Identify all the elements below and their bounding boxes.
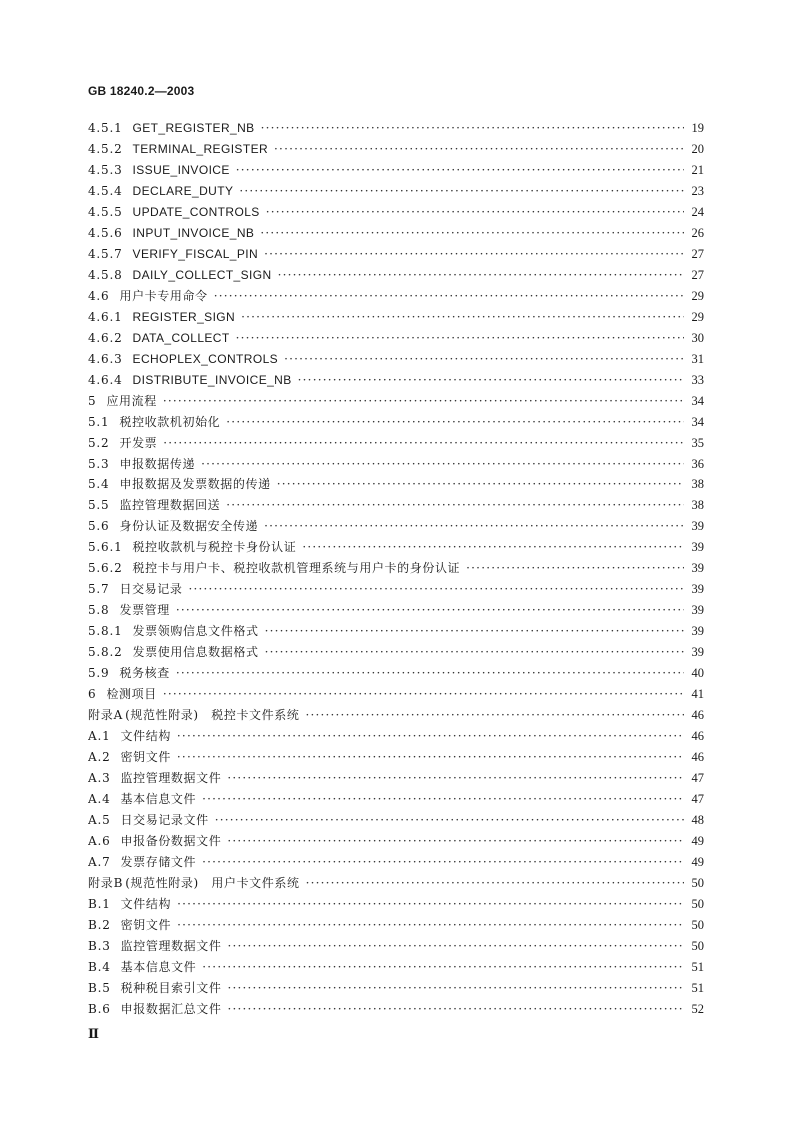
toc-entry[interactable] xyxy=(88,391,704,412)
dot-leader xyxy=(227,978,684,999)
toc-entry[interactable] xyxy=(88,244,704,265)
dot-leader xyxy=(306,873,684,894)
toc-entry-title: (规范性附录) 用户卡文件系统 xyxy=(125,875,300,890)
dot-leader xyxy=(201,454,684,475)
toc-entry-number: 5.4 xyxy=(88,477,110,492)
toc-entry-page: 29 xyxy=(691,309,704,324)
toc-entry-number: 5.5 xyxy=(88,498,110,513)
toc-entry-title: 基本信息文件 xyxy=(120,792,197,806)
toc-entry-number: 4.5.1 xyxy=(88,121,123,135)
toc-entry-title: 申报数据传递 xyxy=(119,456,196,471)
toc-entry-title: TERMINAL_REGISTER xyxy=(132,141,269,156)
toc-entry[interactable] xyxy=(88,621,704,642)
toc-entry[interactable] xyxy=(88,663,704,684)
toc-entry-page: 24 xyxy=(691,204,704,219)
toc-entry-number: 5.1 xyxy=(88,414,110,429)
toc-entry[interactable] xyxy=(88,768,704,789)
toc-entry-number: 5.2 xyxy=(88,435,110,450)
toc-entry-page: 40 xyxy=(691,666,704,681)
toc-entry-title: 文件结构 xyxy=(120,729,171,744)
toc-entry-title: ISSUE_INVOICE xyxy=(132,162,230,177)
toc-entry-title: 申报数据及发票数据的传递 xyxy=(119,477,271,492)
toc-entry-page: 51 xyxy=(691,959,704,974)
toc-entry-number: 5 xyxy=(88,393,97,408)
toc-entry[interactable] xyxy=(88,412,704,433)
dot-leader xyxy=(163,433,684,454)
toc-entry-number: 6 xyxy=(88,687,97,702)
dot-leader xyxy=(284,349,684,370)
toc-entry-page: 34 xyxy=(691,414,704,429)
dot-leader xyxy=(227,768,684,789)
toc-entry-page: 50 xyxy=(691,917,704,932)
toc-entry[interactable] xyxy=(88,747,704,768)
toc-entry-page: 33 xyxy=(691,372,704,387)
toc-entry[interactable] xyxy=(88,726,704,747)
dot-leader xyxy=(265,642,684,663)
dot-leader xyxy=(177,894,684,915)
toc-entry-title: 密钥文件 xyxy=(120,917,172,932)
toc-entry[interactable] xyxy=(88,537,704,558)
toc-entry-title: 税控收款机初始化 xyxy=(119,414,221,429)
toc-entry-page: 46 xyxy=(691,750,704,765)
toc-entry-title: DAILY_COLLECT_SIGN xyxy=(132,267,272,282)
toc-entry[interactable] xyxy=(88,873,704,894)
toc-entry[interactable] xyxy=(88,118,704,139)
toc-entry-page: 41 xyxy=(691,687,704,702)
dot-leader xyxy=(214,286,684,307)
dot-leader xyxy=(177,747,684,768)
dot-leader xyxy=(177,726,684,747)
toc-entry-page: 39 xyxy=(691,561,704,576)
dot-leader xyxy=(202,957,684,978)
toc-entry-page: 49 xyxy=(691,833,704,848)
toc-entry-title: INPUT_INVOICE_NB xyxy=(132,225,255,240)
toc-entry-title: 检测项目 xyxy=(106,687,157,702)
toc-entry-title: 基本信息文件 xyxy=(120,959,197,974)
toc-entry-title: 发票存储文件 xyxy=(120,854,197,869)
dot-leader xyxy=(236,160,684,181)
toc-entry-page: 30 xyxy=(691,330,704,345)
toc-entry-title: 申报数据汇总文件 xyxy=(120,1001,222,1016)
toc-entry-number: 5.6.2 xyxy=(88,561,123,576)
dot-leader xyxy=(277,474,684,495)
toc-entry[interactable] xyxy=(88,642,704,663)
toc-entry[interactable] xyxy=(88,705,704,726)
toc-entry-title: 发票使用信息数据格式 xyxy=(132,645,259,660)
toc-entry-page: 38 xyxy=(691,477,704,492)
toc-entry-page: 39 xyxy=(691,519,704,534)
toc-entry[interactable] xyxy=(88,852,704,873)
toc-entry-title: 申报备份数据文件 xyxy=(120,833,222,848)
toc-entry-page: 21 xyxy=(691,162,704,177)
toc-entry-title: DISTRIBUTE_INVOICE_NB xyxy=(132,372,292,387)
toc-entry[interactable] xyxy=(88,474,704,495)
table-of-contents xyxy=(88,118,704,1020)
toc-entry-title: VERIFY_FISCAL_PIN xyxy=(132,246,259,261)
toc-entry-title: (规范性附录) 税控卡文件系统 xyxy=(125,708,300,723)
dot-leader xyxy=(202,789,684,810)
toc-entry-number: A.4 xyxy=(88,792,111,806)
toc-entry-number: 5.6 xyxy=(88,519,110,534)
toc-entry-number: 4.6.3 xyxy=(88,351,123,366)
toc-entry-page: 50 xyxy=(691,896,704,911)
toc-entry-page: 39 xyxy=(691,582,704,597)
toc-entry-page: 47 xyxy=(691,792,704,806)
toc-entry[interactable] xyxy=(88,181,704,202)
toc-entry-number: B.2 xyxy=(88,917,111,932)
toc-entry-page: 31 xyxy=(691,351,704,366)
toc-entry-title: 日交易记录文件 xyxy=(120,812,209,827)
toc-entry-number: A.3 xyxy=(88,771,111,786)
toc-entry-number: B.4 xyxy=(88,959,111,974)
dot-leader xyxy=(466,558,684,579)
toc-entry-title: 密钥文件 xyxy=(120,750,171,765)
toc-entry[interactable] xyxy=(88,223,704,244)
toc-entry[interactable] xyxy=(88,307,704,328)
toc-entry[interactable] xyxy=(88,789,704,810)
toc-entry-number: 4.5.2 xyxy=(88,141,123,156)
toc-entry-number: 4.5.7 xyxy=(88,246,123,261)
toc-entry[interactable] xyxy=(88,978,704,999)
toc-entry-page: 39 xyxy=(691,540,704,555)
dot-leader xyxy=(189,579,685,600)
toc-entry-title: ECHOPLEX_CONTROLS xyxy=(132,351,279,366)
toc-entry-page: 46 xyxy=(691,708,704,723)
dot-leader xyxy=(305,705,684,726)
toc-entry-page: 20 xyxy=(691,141,704,156)
toc-entry[interactable] xyxy=(88,328,704,349)
toc-entry[interactable] xyxy=(88,370,704,391)
toc-entry-page: 23 xyxy=(691,183,704,198)
toc-entry-page: 39 xyxy=(691,603,704,618)
dot-leader xyxy=(266,202,684,223)
toc-entry-title: GET_REGISTER_NB xyxy=(132,121,255,135)
toc-entry-page: 29 xyxy=(691,288,704,303)
toc-entry-title: 日交易记录 xyxy=(119,582,183,597)
dot-leader xyxy=(163,684,684,705)
toc-entry-number: 4.5.5 xyxy=(88,204,123,219)
toc-entry[interactable] xyxy=(88,454,704,475)
dot-leader xyxy=(227,831,684,852)
toc-entry[interactable] xyxy=(88,202,704,223)
dot-leader xyxy=(226,412,684,433)
toc-entry-number: 5.9 xyxy=(88,666,110,681)
toc-entry-page: 39 xyxy=(691,645,704,660)
dot-leader xyxy=(177,915,684,936)
dot-leader xyxy=(176,600,684,621)
toc-entry-number: 附录B xyxy=(88,875,124,890)
toc-entry[interactable] xyxy=(88,810,704,831)
toc-entry-number: 4.5.3 xyxy=(88,162,123,177)
toc-entry-page: 50 xyxy=(691,875,704,890)
toc-entry-number: A.5 xyxy=(88,812,111,827)
toc-entry-number: 5.8.2 xyxy=(88,645,123,660)
toc-entry-title: 开发票 xyxy=(119,435,158,450)
dot-leader xyxy=(236,328,684,349)
dot-leader xyxy=(265,621,684,642)
dot-leader xyxy=(215,810,684,831)
toc-entry[interactable] xyxy=(88,433,704,454)
toc-entry-page: 27 xyxy=(691,267,704,282)
dot-leader xyxy=(274,139,684,160)
toc-entry-title: 文件结构 xyxy=(120,896,172,911)
toc-entry[interactable] xyxy=(88,516,704,537)
toc-entry-title: 监控管理数据文件 xyxy=(120,938,222,953)
toc-entry-number: 5.8.1 xyxy=(88,624,123,639)
toc-entry[interactable] xyxy=(88,831,704,852)
toc-entry-page: 38 xyxy=(691,498,704,513)
dot-leader xyxy=(264,244,684,265)
toc-entry[interactable] xyxy=(88,265,704,286)
toc-entry-number: A.7 xyxy=(88,854,111,869)
toc-entry-title: 应用流程 xyxy=(106,393,157,408)
toc-entry-page: 46 xyxy=(691,729,704,744)
toc-entry-title: REGISTER_SIGN xyxy=(132,309,236,324)
toc-entry-page: 26 xyxy=(691,225,704,240)
toc-entry-number: 4.6.2 xyxy=(88,330,123,345)
toc-entry[interactable] xyxy=(88,600,704,621)
toc-entry-title: 税务核查 xyxy=(119,666,170,681)
page-numeral: Ⅱ xyxy=(88,1026,99,1041)
dot-leader xyxy=(227,936,684,957)
toc-entry-number: 5.6.1 xyxy=(88,540,123,555)
toc-entry[interactable] xyxy=(88,139,704,160)
toc-entry[interactable] xyxy=(88,579,704,600)
toc-entry-title: 监控管理数据文件 xyxy=(120,771,222,786)
toc-entry-page: 35 xyxy=(691,435,704,450)
toc-entry-number: 5.7 xyxy=(88,582,110,597)
toc-entry-number: B.1 xyxy=(88,896,111,911)
dot-leader xyxy=(278,265,684,286)
dot-leader xyxy=(260,223,684,244)
toc-entry-page: 51 xyxy=(691,980,704,995)
toc-entry-number: 4.6.4 xyxy=(88,372,123,387)
toc-entry-number: 4.5.4 xyxy=(88,183,123,198)
toc-entry[interactable] xyxy=(88,160,704,181)
dot-leader xyxy=(163,391,684,412)
dot-leader xyxy=(227,999,684,1020)
toc-entry-title: 税种税目索引文件 xyxy=(120,980,222,995)
toc-entry-title: DATA_COLLECT xyxy=(132,330,230,345)
dot-leader xyxy=(176,663,684,684)
toc-entry[interactable] xyxy=(88,915,704,936)
toc-entry-number: 5.3 xyxy=(88,456,110,471)
toc-entry[interactable] xyxy=(88,684,704,705)
toc-entry[interactable] xyxy=(88,999,704,1020)
toc-entry[interactable] xyxy=(88,894,704,915)
toc-entry-page: 52 xyxy=(691,1001,704,1016)
toc-entry-page: 36 xyxy=(691,456,704,471)
toc-entry-page: 47 xyxy=(691,771,704,786)
toc-entry-number: 4.5.8 xyxy=(88,267,123,282)
toc-entry-number: 4.6 xyxy=(88,288,110,303)
toc-entry-number: 5.8 xyxy=(88,603,110,618)
toc-entry-number: B.6 xyxy=(88,1001,111,1016)
toc-entry-number: 附录A xyxy=(88,708,124,723)
dot-leader xyxy=(241,307,684,328)
toc-entry[interactable] xyxy=(88,936,704,957)
dot-leader xyxy=(226,495,684,516)
dot-leader xyxy=(202,852,684,873)
toc-entry[interactable] xyxy=(88,286,704,307)
toc-entry-title: 身份认证及数据安全传递 xyxy=(119,519,259,534)
toc-entry-page: 19 xyxy=(691,121,704,135)
toc-entry-page: 50 xyxy=(691,938,704,953)
dot-leader xyxy=(302,537,684,558)
toc-entry-page: 39 xyxy=(691,624,704,639)
toc-entry-title: UPDATE_CONTROLS xyxy=(132,204,260,219)
dot-leader xyxy=(264,516,684,537)
toc-entry[interactable] xyxy=(88,558,704,579)
toc-entry-title: 监控管理数据回送 xyxy=(119,498,221,513)
toc-entry-title: 税控卡与用户卡、税控收款机管理系统与用户卡的身份认证 xyxy=(132,561,461,576)
dot-leader xyxy=(261,118,684,139)
toc-entry-title: 用户卡专用命令 xyxy=(119,288,208,303)
toc-entry-number: A.6 xyxy=(88,833,111,848)
toc-entry-page: 49 xyxy=(691,854,704,869)
toc-entry-number: B.5 xyxy=(88,980,111,995)
toc-entry-number: B.3 xyxy=(88,938,111,953)
toc-entry-page: 34 xyxy=(691,393,704,408)
toc-entry-title: DECLARE_DUTY xyxy=(132,183,234,198)
toc-entry[interactable] xyxy=(88,349,704,370)
toc-entry-title: 发票管理 xyxy=(119,603,170,618)
toc-entry-number: 4.5.6 xyxy=(88,225,123,240)
toc-entry-title: 发票领购信息文件格式 xyxy=(132,624,259,639)
toc-entry[interactable] xyxy=(88,495,704,516)
toc-entry-page: 48 xyxy=(691,812,704,827)
dot-leader xyxy=(239,181,684,202)
toc-entry-page: 27 xyxy=(691,246,704,261)
toc-entry-number: 4.6.1 xyxy=(88,309,123,324)
toc-entry-number: A.2 xyxy=(88,750,111,765)
dot-leader xyxy=(298,370,684,391)
toc-entry-title: 税控收款机与税控卡身份认证 xyxy=(132,540,297,555)
document-header: GB 18240.2—2003 xyxy=(88,84,195,98)
toc-entry[interactable] xyxy=(88,957,704,978)
toc-entry-number: A.1 xyxy=(88,729,111,744)
